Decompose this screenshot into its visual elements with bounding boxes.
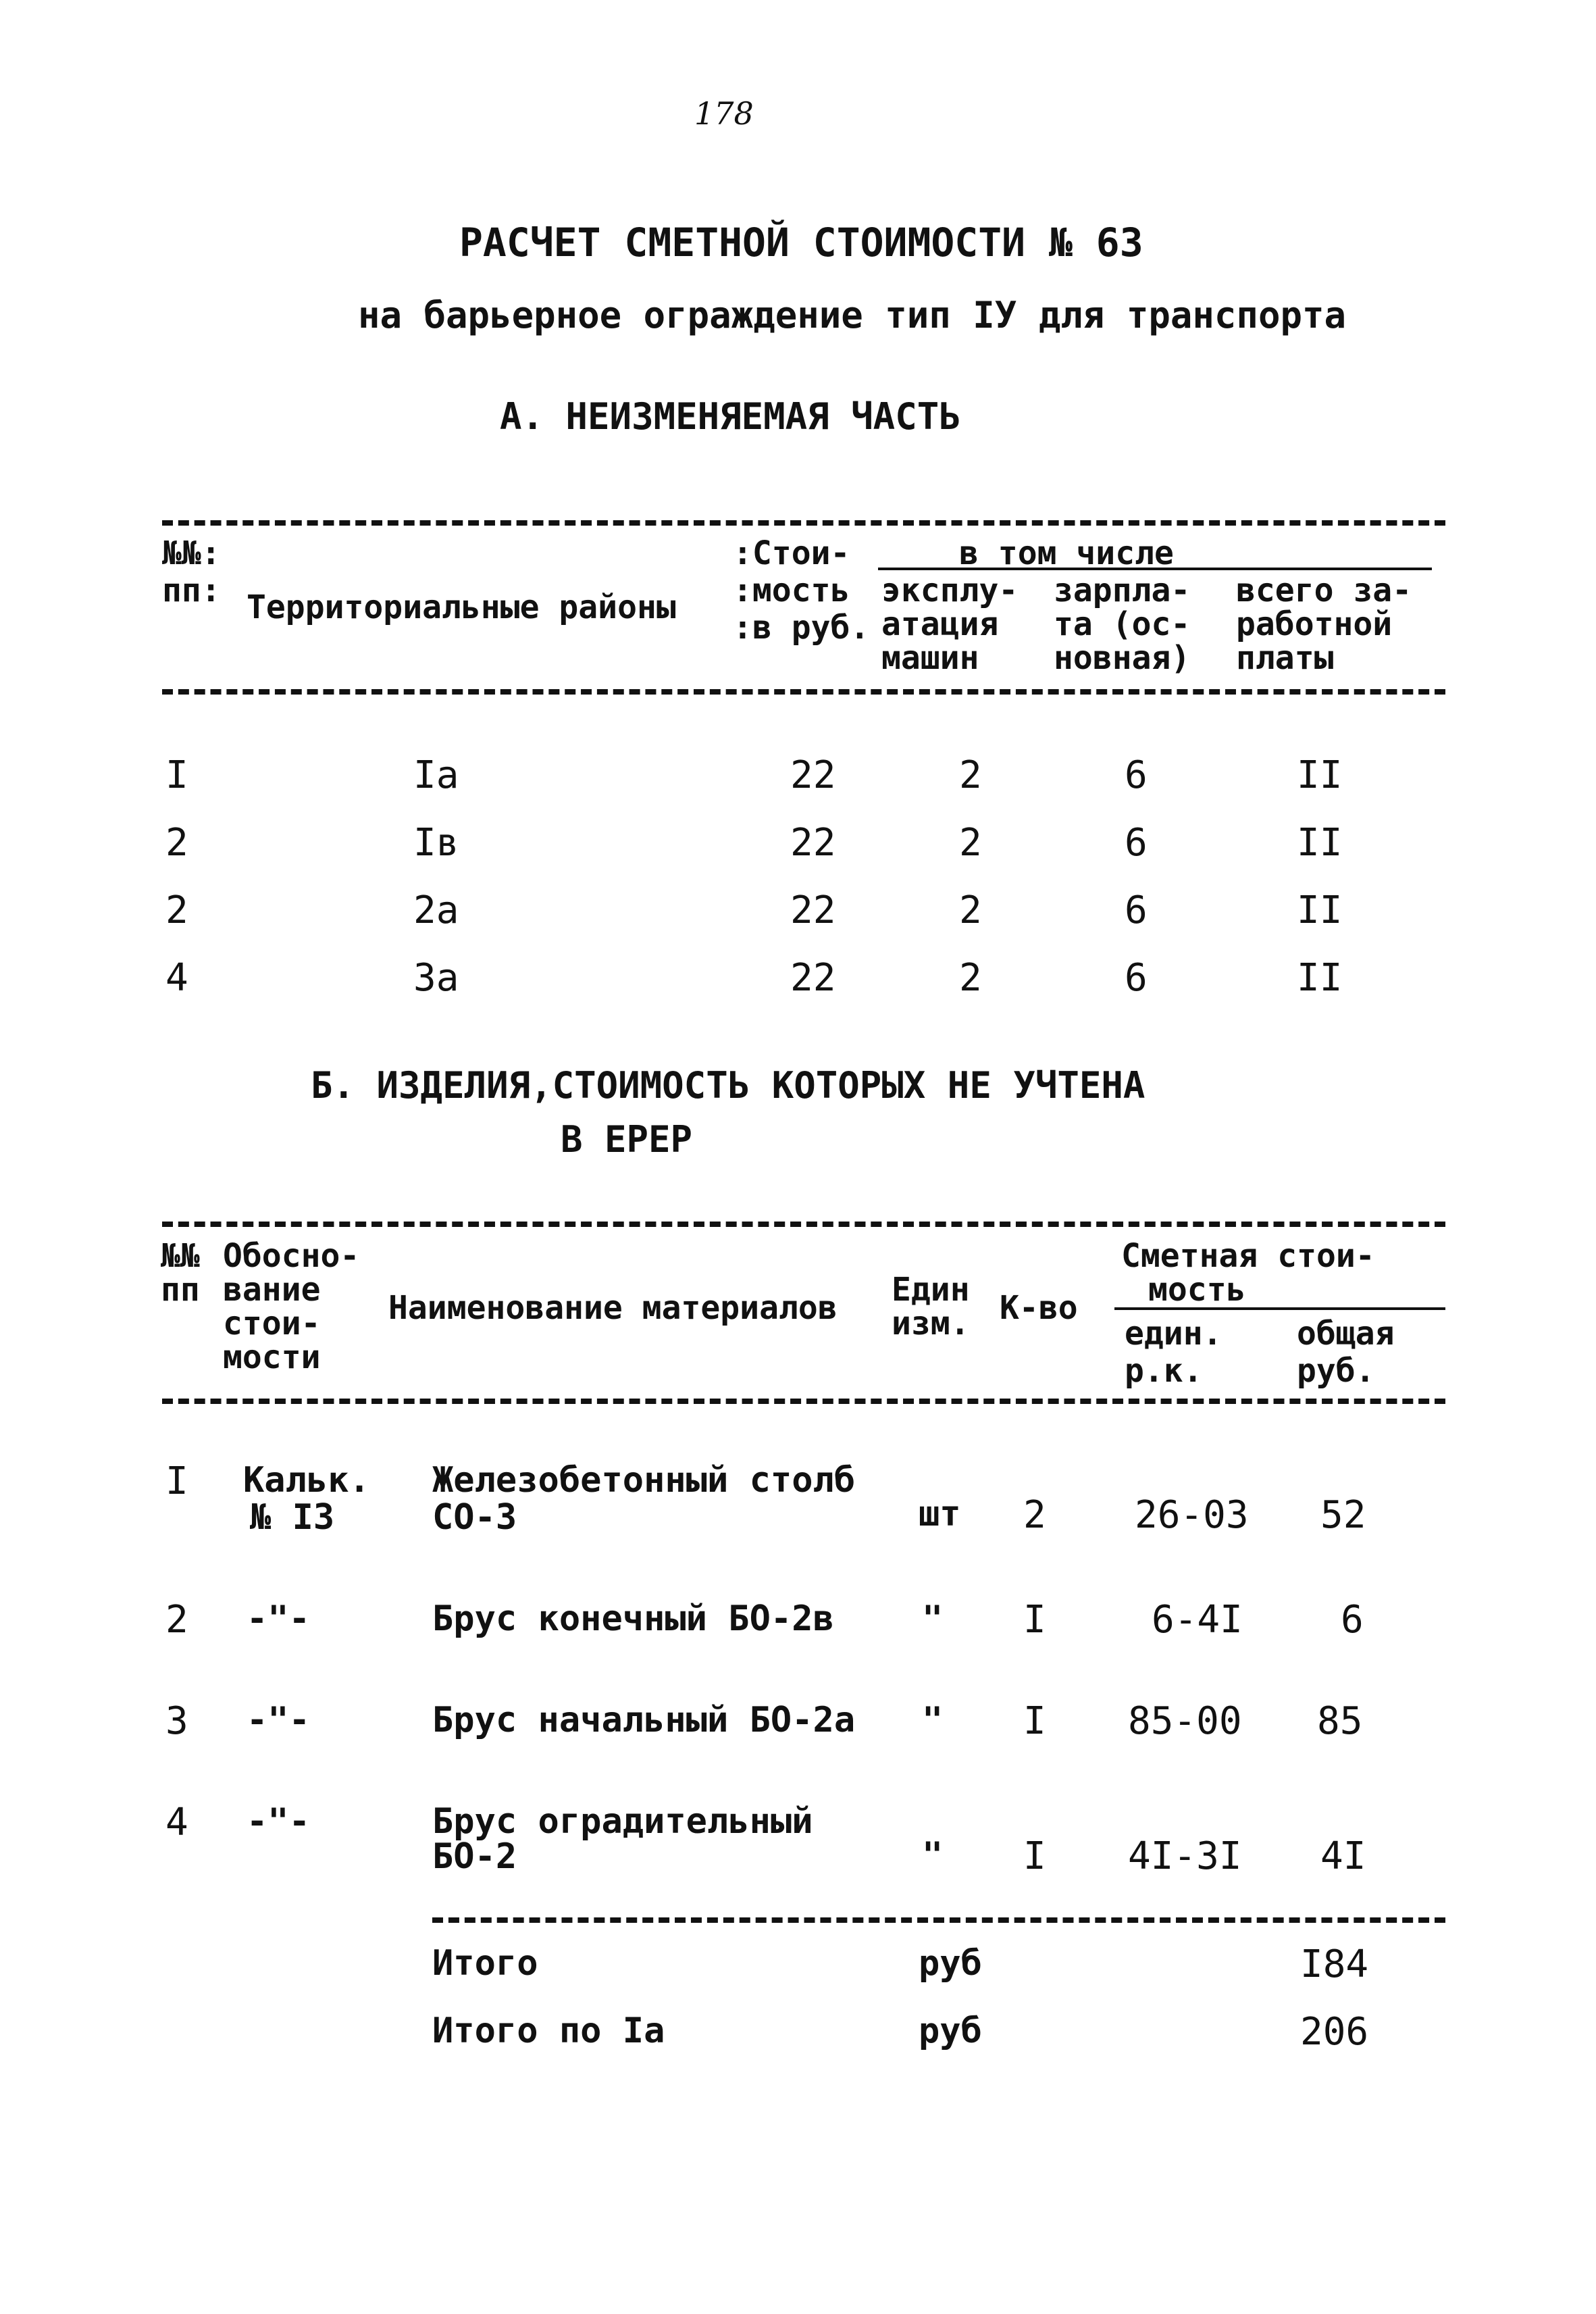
a-row3-salary: 6 [1125, 888, 1148, 932]
col-total-header-2: работной [1236, 605, 1393, 643]
col-incl-header: в том числе [959, 534, 1174, 572]
b-col-no-header: №№ [161, 1237, 200, 1275]
col-exp-header: эксплу- [881, 572, 1019, 609]
a-row4-cost: 22 [790, 956, 836, 1000]
b-row4-name: Брус оградительный [432, 1801, 813, 1842]
b-row1-qty: 2 [1023, 1493, 1046, 1537]
a-row4-no: 4 [165, 956, 188, 1000]
b-row2-total: 6 [1341, 1598, 1364, 1642]
col-cost-header-3: :в руб. [733, 609, 870, 647]
a-row3-no: 2 [165, 888, 188, 932]
b-col-basis-header-2: вание [223, 1271, 321, 1309]
a-row1-district: Iа [413, 753, 459, 797]
a-row3-total: II [1297, 888, 1343, 932]
section-a-heading: А. НЕИЗМЕНЯЕМАЯ ЧАСТЬ [500, 395, 961, 438]
b-row4-price: 4I-3I [1128, 1834, 1242, 1878]
b-col-cost-header: Сметная стои- [1121, 1237, 1375, 1275]
table-a-top-rule [162, 520, 1445, 526]
b-col-qty-header: К-во [1000, 1289, 1078, 1327]
b-row3-total: 85 [1317, 1699, 1363, 1743]
b-col-name-header: Наименование материалов [388, 1289, 838, 1327]
b-row3-no: 3 [165, 1699, 188, 1743]
b-row3-qty: I [1023, 1699, 1046, 1743]
a-row2-exp: 2 [959, 821, 982, 865]
b-col-unit-price-header: един. [1125, 1315, 1222, 1353]
b-row1-total: 52 [1320, 1493, 1366, 1537]
a-row4-exp: 2 [959, 956, 982, 1000]
b-row1-basis: Кальк. [243, 1460, 370, 1501]
b-row2-name: Брус конечный БО-2в [432, 1599, 834, 1639]
table-a-header-rule [162, 689, 1445, 695]
a-row4-salary: 6 [1125, 956, 1148, 1000]
a-row3-exp: 2 [959, 888, 982, 932]
a-row2-district: Iв [413, 821, 459, 865]
b-row3-unit: " [922, 1700, 944, 1740]
table-b-top-rule [162, 1222, 1445, 1227]
table-b-header-rule [162, 1399, 1445, 1404]
col-no-header-2: пп: [162, 572, 221, 609]
b-row4-no: 4 [165, 1801, 188, 1844]
b-row2-basis: -"- [247, 1599, 310, 1639]
b-col-total-header: общая [1297, 1315, 1395, 1353]
b-row2-unit: " [922, 1599, 944, 1639]
b-col-unit-price-header-2: р.к. [1125, 1352, 1203, 1390]
section-b-heading-2: В ЕРЕР [561, 1118, 693, 1161]
b-col-unit-header: Един [892, 1271, 970, 1309]
col-district-header: Территориальные районы [247, 588, 676, 626]
b-row1-name-2: СО-3 [432, 1497, 517, 1538]
b-row1-name: Железобетонный столб [432, 1460, 856, 1501]
a-row1-total: II [1297, 753, 1343, 797]
b-row4-total: 4I [1320, 1834, 1366, 1878]
b-row3-name: Брус начальный БО-2а [432, 1700, 856, 1740]
page-number: 178 [694, 95, 754, 132]
b-row1-price: 26-03 [1135, 1493, 1249, 1537]
col-total-header: всего за- [1236, 572, 1412, 609]
b-col-basis-header-3: стои- [223, 1305, 321, 1342]
b-col-total-header-2: руб. [1297, 1352, 1375, 1390]
a-row4-district: 3а [413, 956, 459, 1000]
a-row1-salary: 6 [1125, 753, 1148, 797]
col-no-header: №№: [162, 534, 221, 572]
b-row4-unit: " [922, 1835, 944, 1876]
document-title: РАСЧЕТ СМЕТНОЙ СТОИМОСТИ № 63 [459, 220, 1143, 266]
table-b-totals-rule [432, 1917, 1445, 1923]
b-col-basis-header-4: мости [223, 1338, 321, 1376]
col-total-header-3: платы [1236, 639, 1334, 677]
b-row1-unit: шт [919, 1494, 961, 1534]
b-col-no-header-2: пп [161, 1271, 200, 1309]
col-salary-header-2: та (ос- [1054, 605, 1191, 643]
b-col-basis-header: Обосно- [223, 1237, 360, 1275]
b-row4-qty: I [1023, 1834, 1046, 1878]
grand-total-label: Итого по Iа [432, 2011, 665, 2051]
b-row2-qty: I [1023, 1598, 1046, 1642]
col-salary-header-3: новная) [1054, 639, 1191, 677]
b-row4-basis: -"- [247, 1801, 310, 1842]
a-row2-salary: 6 [1125, 821, 1148, 865]
a-row1-no: I [165, 753, 188, 797]
grand-total-unit: руб [919, 2011, 982, 2051]
col-exp-header-2: атация [881, 605, 999, 643]
b-row1-no: I [165, 1459, 188, 1503]
a-row1-cost: 22 [790, 753, 836, 797]
document-subtitle: на барьерное ограждение тип IУ для транспорта [358, 294, 1346, 336]
col-cost-header: :Стои- [733, 534, 850, 572]
a-row4-total: II [1297, 956, 1343, 1000]
b-col-cost-header-2: мость [1148, 1271, 1246, 1309]
b-row4-name-2: БО-2 [432, 1836, 517, 1877]
a-row2-cost: 22 [790, 821, 836, 865]
total-label: Итого [432, 1943, 538, 1984]
a-row3-district: 2а [413, 888, 459, 932]
a-row1-exp: 2 [959, 753, 982, 797]
total-unit: руб [919, 1943, 982, 1984]
b-col-unit-header-2: изм. [892, 1305, 970, 1342]
col-exp-header-3: машин [881, 639, 979, 677]
b-row2-no: 2 [165, 1598, 188, 1642]
col-salary-header: зарпла- [1054, 572, 1191, 609]
b-row1-basis-2: № I3 [250, 1497, 335, 1538]
b-row3-price: 85-00 [1128, 1699, 1242, 1743]
a-row2-no: 2 [165, 821, 188, 865]
b-row2-price: 6-4I [1152, 1598, 1243, 1642]
section-b-heading: Б. ИЗДЕЛИЯ,СТОИМОСТЬ КОТОРЫХ НЕ УЧТЕНА [311, 1064, 1145, 1107]
b-row3-basis: -"- [247, 1700, 310, 1740]
a-row3-cost: 22 [790, 888, 836, 932]
a-row2-total: II [1297, 821, 1343, 865]
total-value: I84 [1300, 1942, 1369, 1986]
col-cost-header-2: :мость [733, 572, 850, 609]
grand-total-value: 206 [1300, 2010, 1369, 2054]
